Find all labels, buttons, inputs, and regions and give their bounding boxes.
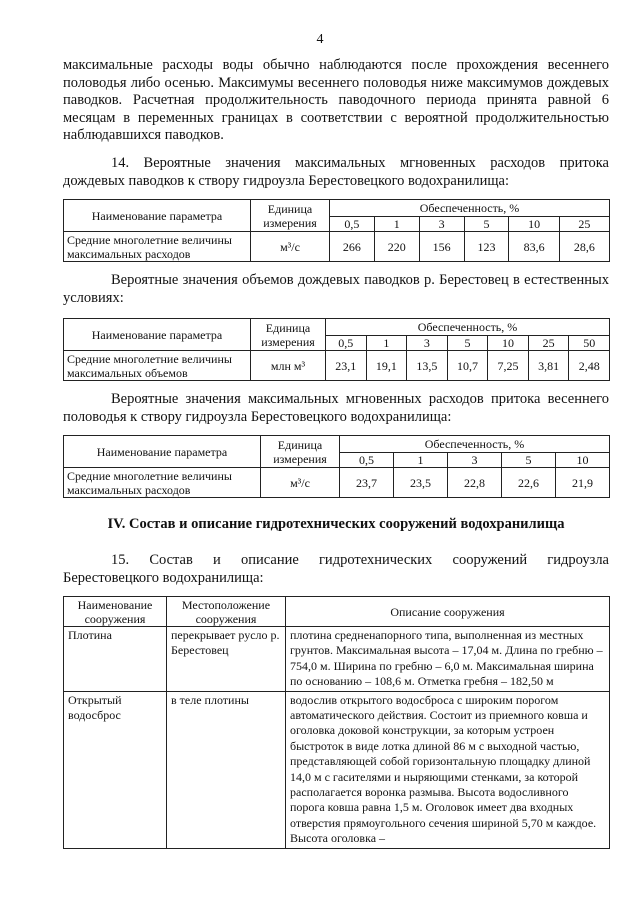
table-cell: 266	[330, 232, 375, 262]
probability-value: 0,5	[330, 217, 375, 232]
structure-location: перекрывает русло р. Берестовец	[167, 627, 286, 692]
structure-name: Плотина	[64, 627, 167, 692]
probability-value: 1	[366, 336, 407, 351]
table-cell: 21,9	[556, 468, 610, 498]
table-cell: 23,7	[340, 468, 394, 498]
probability-value: 5	[464, 217, 509, 232]
table-cell: 156	[419, 232, 464, 262]
unit-header: Единица измерения	[251, 200, 330, 232]
row-label: Средние многолетние величины максимальных расходов	[64, 468, 261, 498]
table-cell: 7,25	[488, 351, 529, 381]
page-number: 4	[316, 32, 324, 47]
item-14-paragraph: 14. Вероятные значения максимальных мгновенных расходов притока дождевых паводков к створу гидроузла Берестовецкого водохранилища:	[63, 155, 609, 189]
section-title: IV. Состав и описание гидротехнических сооружений водохранилища	[107, 516, 565, 532]
rain-flood-volume-table	[63, 318, 610, 381]
unit-header: Единица измерения	[251, 319, 326, 351]
structures-table	[63, 596, 610, 849]
spring-paragraph: Вероятные значения максимальных мгновенных расходов притока весеннего половодья к створу гидроузла Берестовецкого водохранилища:	[63, 391, 609, 425]
probability-value: 25	[559, 217, 609, 232]
unit-header: Единица измерения	[261, 436, 340, 468]
column-header: Описание сооружения	[286, 597, 610, 627]
probability-value: 10	[488, 336, 529, 351]
probability-value: 3	[407, 336, 448, 351]
probability-value: 3	[419, 217, 464, 232]
row-label: Средние многолетние величины максимальных объемов	[64, 351, 251, 381]
probability-header: Обеспеченность, %	[340, 436, 610, 453]
probability-value: 0,5	[340, 453, 394, 468]
structure-description: плотина средненапорного типа, выполненная из местных грунтов. Максимальная высота – 17,04 м. Длина по гребню – 754,0 м. Ширина по гребню – 6,0 м. Максимальная ширина по основанию – 108,6 м. Отметка гребня – 182,50 м	[286, 627, 610, 692]
table-cell: 28,6	[559, 232, 609, 262]
table-cell: 13,5	[407, 351, 448, 381]
table-cell: 3,81	[528, 351, 569, 381]
row-unit: млн м³	[251, 351, 326, 381]
probability-value: 50	[569, 336, 610, 351]
spring-flood-discharge-table	[63, 435, 610, 498]
table-row	[64, 691, 610, 848]
structure-name: Открытый водосброс	[64, 691, 167, 848]
table-cell: 2,48	[569, 351, 610, 381]
table-row	[64, 627, 610, 692]
param-header: Наименование параметра	[64, 319, 251, 351]
probability-value: 10	[509, 217, 559, 232]
param-header: Наименование параметра	[64, 436, 261, 468]
table-cell: 23,1	[326, 351, 367, 381]
table-cell: 220	[374, 232, 419, 262]
table-cell: 22,6	[502, 468, 556, 498]
column-header: Наименование сооружения	[64, 597, 167, 627]
probability-value: 5	[502, 453, 556, 468]
table-cell: 23,5	[394, 468, 448, 498]
row-label: Средние многолетние величины максимальных расходов	[64, 232, 251, 262]
probability-value: 1	[374, 217, 419, 232]
probability-value: 10	[556, 453, 610, 468]
table-cell: 83,6	[509, 232, 559, 262]
probability-header: Обеспеченность, %	[330, 200, 610, 217]
structure-location: в теле плотины	[167, 691, 286, 848]
structure-description: водослив открытого водосброса с широким порогом автоматического действия. Состоит из приемного ковша и оголовка доковой конструкции, за которым устроен быстроток в виде лотка длиной 86 м с выходной частью, представляющей собой горизонтальную площадку длиной 14,0 м с гасителями и ныряющими стенками, за которой располагается воронка размыва. Высота водосливного порога ковша равна 1,5 м. Оголовок имеет два входных отверстия прямоугольного сечения шириной 5,70 м каждое. Высота оголовка –	[286, 691, 610, 848]
intro-paragraph: максимальные расходы воды обычно наблюдаются после прохождения весеннего половодья либо осенью. Максимумы весеннего половодья ниже максимумов дождевых паводков. Расчетная продолжительность паводочного периода принята равной 6 месяцам в переменных границах в соответствии с вероятной продолжительностью наблюдавшихся паводков.	[63, 57, 609, 144]
probability-header: Обеспеченность, %	[326, 319, 610, 336]
item-15-paragraph: 15. Состав и описание гидротехнических сооружений гидроузла Берестовецкого водохранилища:	[63, 552, 609, 586]
table-cell: 10,7	[447, 351, 488, 381]
table-cell: 123	[464, 232, 509, 262]
probability-value: 5	[447, 336, 488, 351]
row-unit: м³/с	[251, 232, 330, 262]
row-unit: м³/с	[261, 468, 340, 498]
table-cell: 19,1	[366, 351, 407, 381]
column-header: Местоположение сооружения	[167, 597, 286, 627]
rain-flood-discharge-table	[63, 199, 610, 262]
table-cell: 22,8	[448, 468, 502, 498]
probability-value: 3	[448, 453, 502, 468]
probability-value: 1	[394, 453, 448, 468]
param-header: Наименование параметра	[64, 200, 251, 232]
probability-value: 0,5	[326, 336, 367, 351]
volumes-paragraph: Вероятные значения объемов дождевых паводков р. Берестовец в естественных условиях:	[63, 272, 609, 306]
probability-value: 25	[528, 336, 569, 351]
